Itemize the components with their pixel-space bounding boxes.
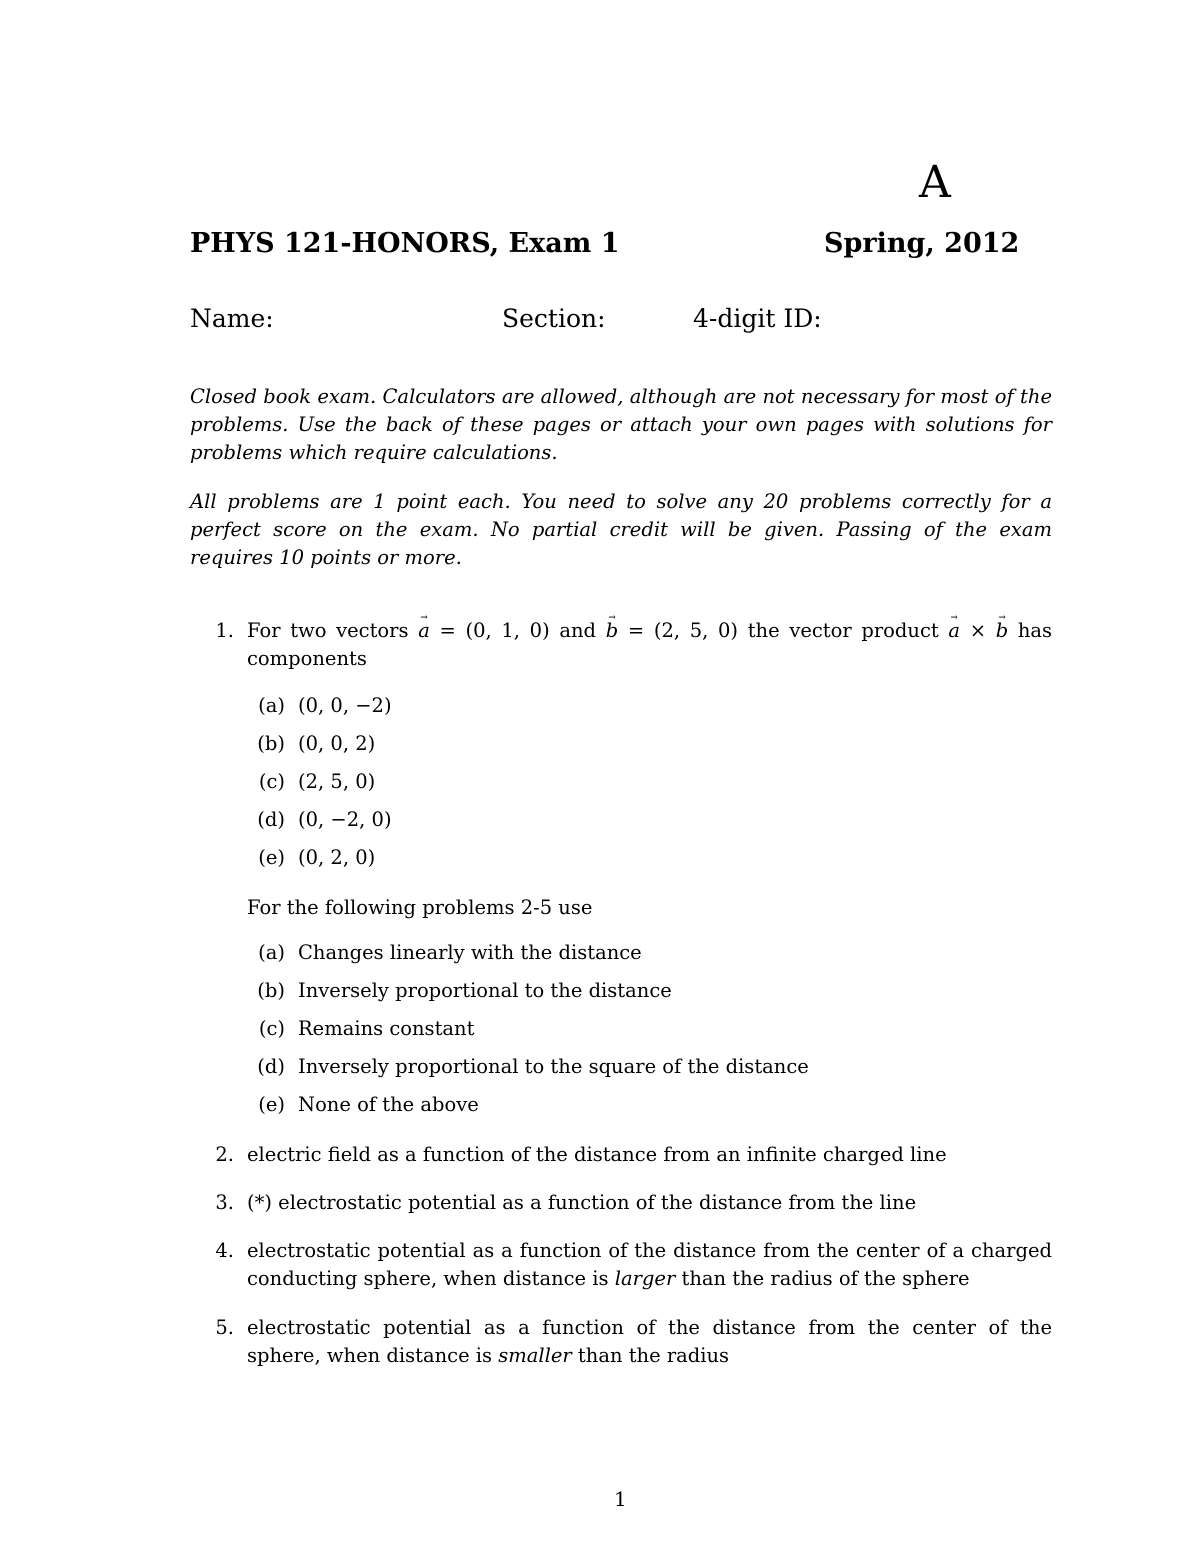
vector-a: → a [418, 617, 430, 645]
vector-b: → b [996, 617, 1008, 645]
name-field-label: Name: [190, 304, 274, 333]
instructions-paragraph-1: Closed book exam. Calculators are allowed, although are not necessary for most of the problems. Use the back of these pages or attach your own pages with solutions for problems which require calculations. [190, 385, 1052, 464]
option-label: (d) [257, 1055, 285, 1078]
q1-text-part: the vector product [747, 619, 939, 642]
question-text [247, 1237, 1052, 1293]
option-text: (0, 0, 2) [298, 732, 376, 755]
emphasis: smaller [498, 1344, 572, 1367]
option-text: Inversely proportional to the square of the distance [298, 1055, 809, 1078]
q1-text-part: and [559, 619, 597, 642]
option-text: Remains constant [298, 1017, 475, 1040]
equals-sign: = [439, 619, 456, 642]
option-label: (e) [258, 1093, 285, 1116]
option-text: Inversely proportional to the distance [298, 979, 672, 1002]
vector-a-value: (0, 1, 0) [465, 619, 550, 642]
q1-text-part: For two vectors [247, 619, 409, 642]
question-number: 2. [215, 1143, 234, 1166]
vector-b-value: (2, 5, 0) [653, 619, 739, 642]
instructions-paragraph-2: All problems are 1 point each. You need to solve any 20 problems correctly for a perfect score on the exam. No partial credit will be given. Passing of the exam requires 10 points or more. [190, 490, 1052, 569]
question-text: electric field as a function of the distance from an infinite charged line [247, 1143, 947, 1166]
question-number: 5. [215, 1316, 234, 1339]
q5-text-part: than the radius [577, 1344, 730, 1367]
q4-text-part: electrostatic potential as a function of the distance from the center of a charged conducting sphere, when distance is [247, 1239, 1052, 1290]
emphasis: larger [614, 1267, 676, 1290]
page-number: 1 [614, 1487, 627, 1511]
section-field-label: Section: [502, 304, 606, 333]
option-label: (a) [258, 694, 285, 717]
question-number: 1. [215, 619, 234, 642]
option-label: (b) [257, 979, 285, 1002]
option-text: None of the above [298, 1093, 479, 1116]
q1-text-part: has components [247, 619, 1053, 670]
exam-term: Spring, 2012 [824, 228, 1020, 259]
question-text: (*) electrostatic potential as a function of the distance from the line [247, 1191, 917, 1214]
option-text: (0, 2, 0) [298, 846, 376, 869]
option-label: (c) [258, 770, 285, 793]
question-number: 4. [215, 1239, 234, 1262]
option-label: (c) [258, 1017, 285, 1040]
exam-version: A [919, 157, 951, 208]
option-text: (0, 0, −2) [298, 694, 392, 717]
question-text [247, 617, 1052, 673]
equals-sign: = [627, 619, 645, 642]
id-field-label: 4-digit ID: [693, 304, 822, 333]
vector-b: → b [606, 617, 618, 645]
option-label: (a) [258, 941, 285, 964]
option-text: (0, −2, 0) [298, 808, 392, 831]
question-text [247, 1314, 1052, 1370]
group-intro: For the following problems 2-5 use [247, 896, 593, 919]
vector-a: → a [948, 617, 960, 645]
option-text: Changes linearly with the distance [298, 941, 642, 964]
option-label: (e) [258, 846, 285, 869]
exam-title: PHYS 121-HONORS, Exam 1 [190, 228, 620, 259]
option-label: (d) [257, 808, 285, 831]
option-label: (b) [257, 732, 285, 755]
question-number: 3. [215, 1191, 234, 1214]
q4-text-part: than the radius of the sphere [681, 1267, 970, 1290]
q5-text-part: electrostatic potential as a function of the distance from the center of the sphere, when distance is [247, 1316, 1052, 1367]
option-text: (2, 5, 0) [298, 770, 376, 793]
cross-sign: × [969, 619, 987, 642]
